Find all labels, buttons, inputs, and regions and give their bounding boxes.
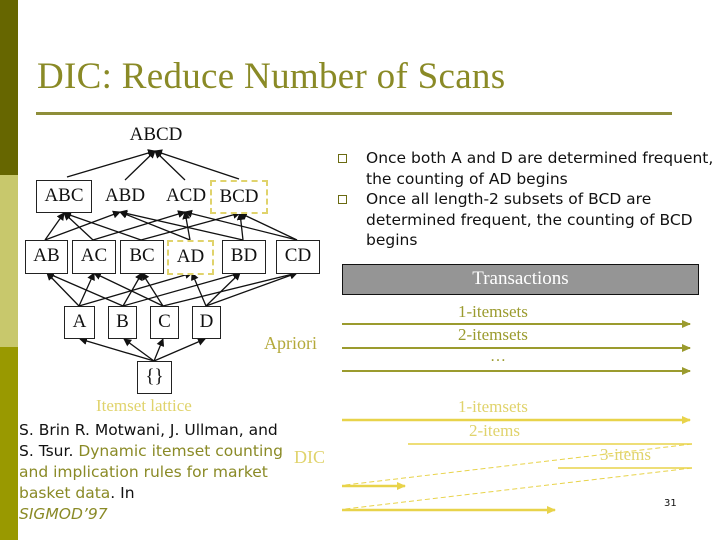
dic-pass-1-label: 1-itemsets	[458, 397, 528, 416]
lattice-node-bcd: BCD	[210, 180, 268, 214]
citation-in: . In	[110, 484, 135, 502]
citation-venue: SIGMOD’97	[19, 505, 108, 523]
lattice-node-cd: CD	[276, 240, 320, 274]
bullet-item: Once both A and D are determined frequent, the counting of AD begins	[338, 148, 718, 189]
transactions-header: Transactions	[342, 264, 699, 295]
lattice-node-abd: ABD	[104, 185, 146, 206]
citation	[19, 420, 289, 525]
bullet-item: Once all length-2 subsets of BCD are determined frequent, the counting of BCD begins	[338, 189, 718, 251]
dic-label: DIC	[294, 447, 325, 467]
apriori-pass-2-label: 2-itemsets	[458, 325, 528, 344]
lattice-node-ac: AC	[72, 240, 116, 274]
lattice-node-ab: AB	[25, 240, 68, 274]
apriori-label: Apriori	[264, 333, 317, 353]
citation-paper-title: Dynamic itemset counting and implication rules for market basket data	[19, 442, 283, 502]
bullet-list	[338, 148, 718, 251]
lattice-node-abc: ABC	[36, 180, 92, 213]
lattice-node-d: D	[192, 306, 221, 339]
lattice-node-bd: BD	[222, 240, 266, 274]
apriori-pass-1-label: 1-itemsets	[458, 302, 528, 321]
lattice-node-bc: BC	[120, 240, 164, 274]
apriori-pass-more-label: …	[490, 348, 506, 365]
dic-pass-3-label: 3-items	[600, 445, 651, 464]
slide-title: DIC: Reduce Number of Scans	[37, 56, 506, 97]
lattice-node-ad: AD	[167, 240, 214, 275]
page-number: 31	[664, 498, 677, 509]
lattice-node-b: B	[108, 306, 137, 339]
citation-authors: S. Brin R. Motwani, J. Ullman, and S. Tsur.	[19, 421, 278, 460]
lattice-node-acd: ACD	[165, 185, 207, 206]
square-bullet-icon	[338, 195, 347, 204]
lattice-node-empty: {}	[137, 361, 172, 394]
lattice-node-c: C	[150, 306, 179, 339]
lattice-node-abcd: ABCD	[129, 124, 183, 145]
lattice-caption: Itemset lattice	[96, 396, 192, 415]
dic-pass-2-label: 2-items	[469, 421, 520, 440]
lattice-node-a: A	[64, 306, 95, 339]
square-bullet-icon	[338, 154, 347, 163]
